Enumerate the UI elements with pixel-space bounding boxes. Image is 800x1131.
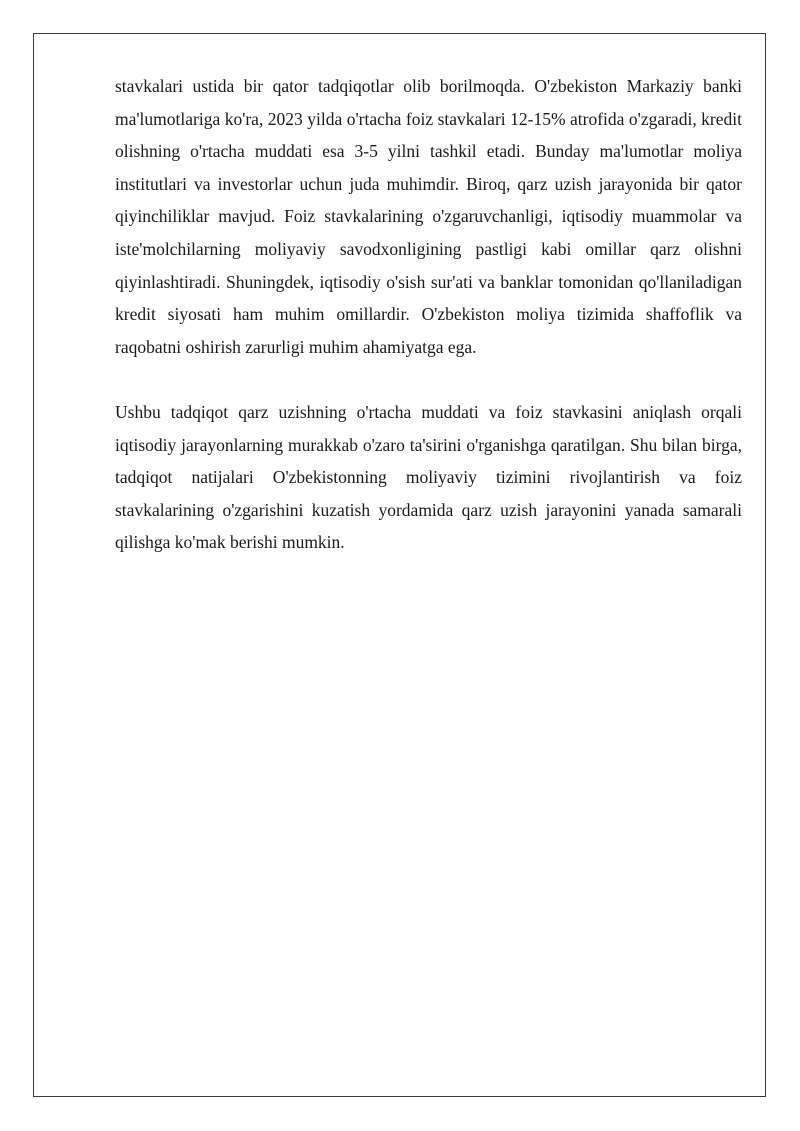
document-body [115, 70, 742, 559]
paragraph-1: stavkalari ustida bir qator tadqiqotlar olib borilmoqda. O'zbekiston Markaziy banki ma'lumotlariga ko'ra, 2023 yilda o'rtacha foiz stavkalari 12-15% atrofida o'zgaradi, kredit olishning o'rtacha muddati esa 3-5 yilni tashkil etadi. Bunday ma'lumotlar moliya institutlari va investorlar uchun juda muhimdir. Biroq, qarz uzish jarayonida bir qator qiyinchiliklar mavjud. Foiz stavkalarining o'zgaruvchanligi, iqtisodiy muammolar va iste'molchilarning moliyaviy savodxonligining pastligi kabi omillar qarz olishni qiyinlashtiradi. Shuningdek, iqtisodiy o'sish sur'ati va banklar tomonidan qo'llaniladigan kredit siyosati ham muhim omillardir. O'zbekiston moliya tizimida shaffoflik va raqobatni oshirish zarurligi muhim ahamiyatga ega. [115, 76, 742, 357]
paragraph-2: Ushbu tadqiqot qarz uzishning o'rtacha muddati va foiz stavkasini aniqlash orqali iqtisodiy jarayonlarning murakkab o'zaro ta'sirini o'rganishga qaratilgan. Shu bilan birga, tadqiqot natijalari O'zbekistonning moliyaviy tizimini rivojlantirish va foiz stavkalarining o'zgarishini kuzatish yordamida qarz uzish jarayonini yanada samarali qilishga ko'mak berishi mumkin. [115, 401, 742, 553]
